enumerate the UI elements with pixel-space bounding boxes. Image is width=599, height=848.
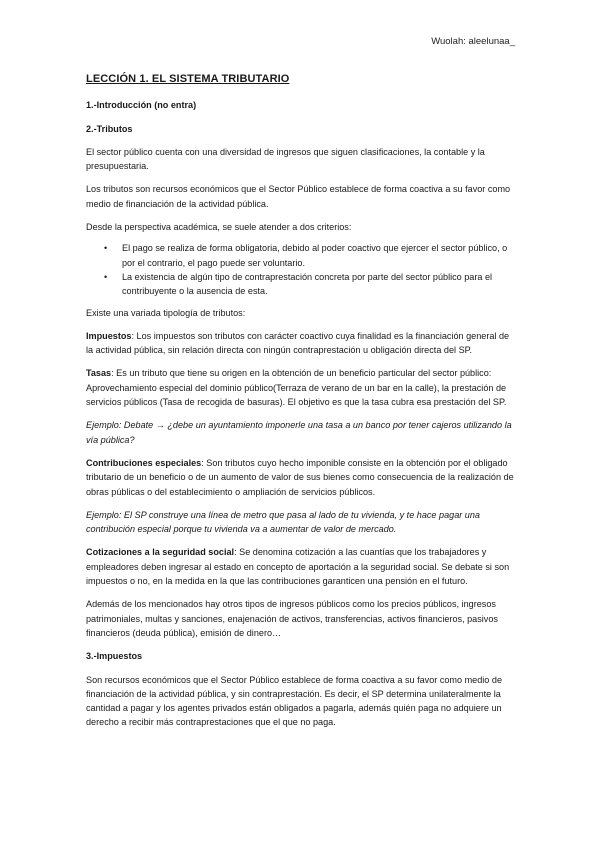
definition-contribuciones: : Son tributos cuyo hecho imponible consiste en la obtención por el obligado tributario de un beneficio o de un aumento de valor de sus bienes como consecuencia de la realización de obras públicas o del establecimiento o ampliación de servicios públicos. bbox=[86, 457, 514, 497]
definition-tasas: : Es un tributo que tiene su origen en la obtención de un beneficio particular del sector público: Aprovechamiento especial del dominio público(Terraza de verano de un bar en la calle), la prestación de servicios públicos (Tasa de recogida de basuras). El objetivo es que la tasa cubra esa prestación del SP. bbox=[86, 368, 507, 408]
list-item bbox=[104, 241, 516, 270]
list-item-text: El pago se realiza de forma obligatoria, debido al poder coactivo que ejercer el sector público, o por el contrario, el pago puede ser voluntario. bbox=[122, 243, 508, 268]
example-metro: Ejemplo: El SP construye una línea de metro que pasa al lado de tu vivienda, y te hace pagar una contribución especial porque tu vivienda va a aumentar de valor de mercado. bbox=[86, 509, 480, 535]
term-tasas: Tasas bbox=[86, 368, 112, 379]
paragraph-cotizaciones bbox=[86, 545, 516, 588]
term-contribuciones: Contribuciones especiales bbox=[86, 457, 202, 468]
term-impuestos: Impuestos bbox=[86, 330, 132, 341]
term-cotizaciones: Cotizaciones a la seguridad social bbox=[86, 547, 235, 558]
list-item-text: La existencia de algún tipo de contraprestación concreta por parte del sector público para el contribuyente o la ausencia de esta. bbox=[122, 271, 493, 297]
section-heading-introduccion: 1.-Introducción (no entra) bbox=[86, 100, 197, 111]
definition-cotizaciones: : Se denomina cotización a las cuantías que los trabajadores y empleadores deben ingresar al estado en concepto de aportación a la seguridad social. Se debate si son impuestos o no, en la medida en la que las contribuciones garanticen una pensión en el futuro. bbox=[86, 547, 510, 587]
paragraph-criterios: Desde la perspectiva académica, se suele atender a dos criterios: bbox=[86, 222, 352, 233]
paragraph-tipologia: Existe una variada tipología de tributos: bbox=[86, 307, 246, 318]
watermark-header: Wuolah: aleelunaa_ bbox=[431, 36, 515, 47]
definition-impuestos: : Los impuestos son tributos con carácter coactivo cuya finalidad es la financiación general de la actividad pública, sin relación directa con ningún contraprestación u obligación directa del SP. bbox=[86, 330, 510, 356]
bullet-icon: • bbox=[104, 243, 108, 254]
page-title: LECCIÓN 1. EL SISTEMA TRIBUTARIO bbox=[86, 73, 290, 85]
paragraph-sector-publico: El sector público cuenta con una diversidad de ingresos que siguen clasificaciones, la contable y la presupuestaria. bbox=[86, 146, 485, 172]
example-debate: Ejemplo: Debate → ¿debe un ayuntamiento imponerle una tasa a un banco por tener cajeros utilizando la vía pública? bbox=[86, 420, 512, 445]
criteria-list bbox=[86, 241, 516, 298]
paragraph-otros-ingresos: Además de los mencionados hay otros tipos de ingresos públicos como los precios públicos, ingresos patrimoniales, multas y sanciones, enajenación de activos, transferencias, activos financieros, pasivos financieros (deuda pública), emisión de dinero… bbox=[86, 599, 498, 638]
paragraph-contribuciones bbox=[86, 456, 516, 499]
list-item bbox=[104, 270, 516, 299]
bullet-icon: • bbox=[104, 271, 108, 282]
paragraph-tasas bbox=[86, 366, 516, 409]
paragraph-impuestos bbox=[86, 329, 516, 358]
document-body bbox=[86, 72, 516, 739]
section-heading-impuestos: 3.-Impuestos bbox=[86, 651, 143, 662]
paragraph-impuestos-definicion: Son recursos económicos que el Sector Público establece de forma coactiva a su favor como medio de financiación de la actividad pública, y sin contraprestación. Es decir, el SP determina unilateralmente la cantidad a pagar y los agentes privados están obligados a pagarla, además quién paga no adquiere un derecho a recibir más contraprestaciones que el que no paga. bbox=[86, 674, 503, 728]
paragraph-tributos-definicion: Los tributos son recursos económicos que el Sector Público establece de forma coactiva a su favor como medio de financiación de la actividad pública. bbox=[86, 184, 511, 209]
section-heading-tributos: 2.-Tributos bbox=[86, 123, 133, 134]
